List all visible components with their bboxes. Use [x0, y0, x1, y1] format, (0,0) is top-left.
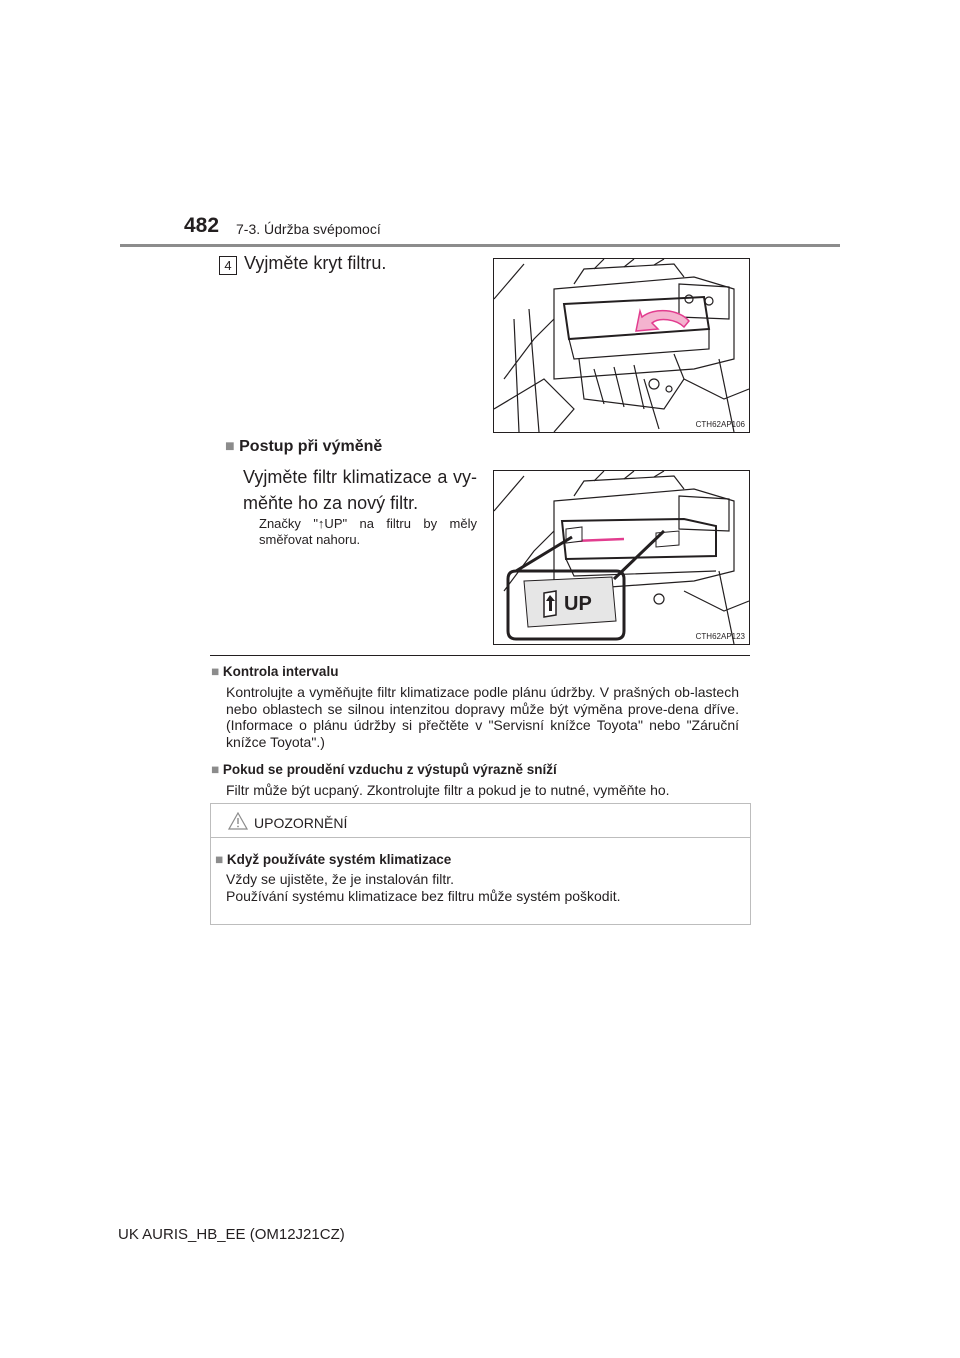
info-heading-airflow — [211, 762, 557, 777]
square-bullet-icon: ■ — [211, 664, 220, 679]
section-title: 7-3. Údržba svépomocí — [236, 221, 381, 237]
warning-triangle-icon — [228, 812, 248, 830]
section-divider — [210, 655, 750, 656]
removal-arrow-icon — [636, 311, 689, 331]
caution-title: UPOZORNĚNÍ — [254, 815, 348, 831]
info-text-interval: Kontrolujte a vyměňujte filtr klimatizace podle plánu údržby. V prašných ob-lastech nebo oblastech se silnou intenzitou dopravy může být výměna prove-dena dříve. (Informace o plánu údržby si přečtěte v "Servisní knížce Toyota" nebo "Záruční knížce Toyota".) — [226, 684, 739, 750]
info-heading-interval — [211, 664, 338, 679]
step-instruction: Vyjměte kryt filtru. — [244, 253, 387, 273]
page-number: 482 — [184, 214, 220, 237]
info-text-airflow: Filtr může být ucpaný. Zkontrolujte filtr a pokud je to nutné, vyměňte ho. — [226, 782, 670, 798]
filter-cover-illustration — [493, 258, 750, 433]
caution-heading — [215, 852, 451, 867]
square-bullet-icon: ■ — [215, 852, 224, 867]
square-bullet-icon: ■ — [211, 762, 220, 777]
header-rule — [120, 244, 840, 247]
footer-model-code: UK AURIS_HB_EE (OM12J21CZ) — [118, 1226, 345, 1243]
replacement-instruction: Vyjměte filtr klimatizace a vy-měňte ho za nový filtr. — [243, 467, 477, 513]
filter-replacement-drawing — [494, 471, 749, 644]
filter-cover-drawing — [494, 259, 749, 432]
filter-replacement-illustration — [493, 470, 750, 645]
figure-code: CTH62AP106 — [695, 420, 745, 429]
caution-divider — [210, 837, 750, 838]
info-heading-text: Kontrola intervalu — [222, 664, 339, 679]
caution-heading-text: Když používáte systém klimatizace — [226, 852, 452, 867]
replacement-heading — [225, 438, 382, 456]
replacement-note: Značky "↑UP" na filtru by měly směřovat nahoru. — [259, 516, 477, 547]
caution-text — [226, 871, 736, 905]
replacement-heading-text: Postup při výměně — [239, 438, 383, 455]
square-bullet-icon: ■ — [225, 438, 235, 455]
caution-line-1: Vždy se ujistěte, že je instalován filtr. — [226, 871, 454, 887]
filter-up-mark: UP — [564, 593, 592, 615]
step-number-badge: 4 — [219, 256, 237, 275]
info-heading-text: Pokud se proudění vzduchu z výstupů výrazně sníží — [222, 762, 557, 777]
caution-line-2: Používání systému klimatizace bez filtru může systém poškodit. — [226, 888, 621, 904]
figure-code: CTH62AP123 — [695, 632, 745, 641]
